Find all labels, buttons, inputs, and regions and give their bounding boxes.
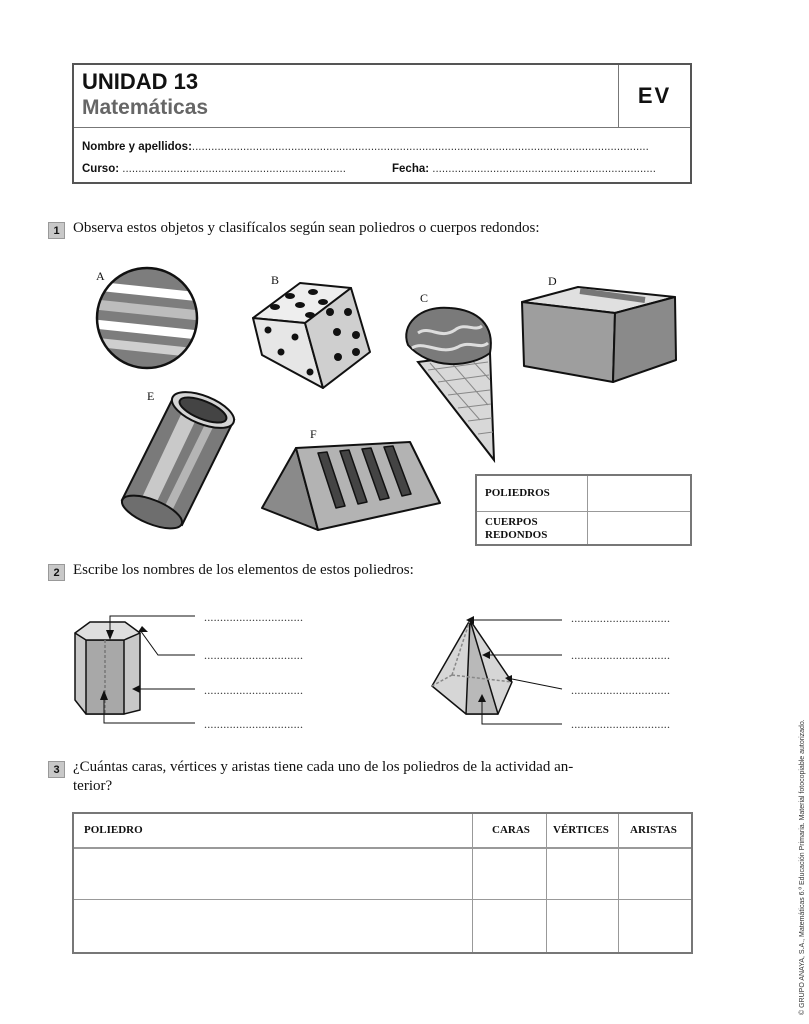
classification-row-round-bodies bbox=[477, 512, 690, 545]
copyright-notice: © GRUPO ANAYA, S.A., Matemáticas 6.º Educación Primaria. Material fotocopiable autorizado. bbox=[799, 719, 806, 1015]
subject-title: Matemáticas bbox=[82, 96, 209, 119]
hexagonal-prism-icon bbox=[75, 622, 140, 714]
dice-icon bbox=[253, 283, 370, 388]
answer-line[interactable]: ............................... bbox=[204, 610, 304, 624]
date-dots: ...................................................................... bbox=[432, 163, 656, 175]
column-divider bbox=[546, 814, 547, 952]
pentagonal-pyramid-icon bbox=[432, 620, 512, 714]
header-edges: ARISTAS bbox=[630, 824, 677, 836]
answer-line[interactable]: ............................... bbox=[204, 683, 304, 697]
round-bodies-label-line1: CUERPOS bbox=[485, 516, 538, 528]
polyhedra-label: POLIEDROS bbox=[485, 487, 550, 499]
answer-line[interactable]: ............................... bbox=[204, 717, 304, 731]
question-number: 1 bbox=[48, 222, 65, 239]
ev-badge: EV bbox=[618, 65, 690, 127]
ice-cream-cone-icon bbox=[406, 308, 494, 460]
answer-line[interactable]: ............................... bbox=[204, 648, 304, 662]
striped-ball-icon bbox=[87, 268, 213, 368]
answer-line[interactable]: ............................... bbox=[571, 648, 671, 662]
header-faces: CARAS bbox=[492, 824, 530, 836]
course-dots: ...................................................................... bbox=[122, 163, 346, 175]
question-3-text-line2: terior? bbox=[73, 778, 113, 794]
classification-table bbox=[475, 474, 692, 546]
round-bodies-label-line2: REDONDOS bbox=[485, 529, 548, 541]
name-label: Nombre y apellidos: bbox=[82, 141, 192, 153]
object-letter-d: D bbox=[548, 274, 557, 288]
object-letter-b: B bbox=[271, 273, 280, 287]
row-divider bbox=[74, 899, 691, 900]
unit-title: UNIDAD 13 bbox=[82, 69, 199, 94]
object-letter-c: C bbox=[420, 291, 429, 305]
column-divider bbox=[618, 814, 619, 952]
polyhedra-count-table bbox=[72, 812, 693, 954]
question-number: 3 bbox=[48, 761, 65, 778]
triangular-prism-icon bbox=[262, 442, 440, 530]
answer-line[interactable]: ............................... bbox=[571, 717, 671, 731]
table-divider bbox=[587, 476, 588, 544]
question-2-text: Escribe los nombres de los elementos de estos poliedros: bbox=[73, 562, 414, 578]
answer-line[interactable]: ............................... bbox=[571, 611, 671, 625]
object-letter-e: E bbox=[147, 389, 155, 403]
header-polyhedron: POLIEDRO bbox=[84, 824, 143, 836]
tin-can-icon bbox=[118, 385, 239, 535]
header-vertices: VÉRTICES bbox=[553, 824, 609, 836]
box-icon bbox=[522, 287, 676, 382]
name-dots: ............................................................................................................................................... bbox=[191, 141, 649, 153]
object-letter-a: A bbox=[96, 269, 105, 283]
date-label: Fecha: bbox=[392, 163, 430, 175]
answer-line[interactable]: ............................... bbox=[571, 683, 671, 697]
classification-row-polyhedra bbox=[477, 476, 690, 512]
object-letter-f: F bbox=[310, 427, 317, 441]
course-label: Curso: bbox=[82, 163, 120, 175]
question-1-text: Observa estos objetos y clasifícalos según sean poliedros o cuerpos redondos: bbox=[73, 220, 540, 236]
column-divider bbox=[472, 814, 473, 952]
question-3-text-line1: ¿Cuántas caras, vértices y aristas tiene cada uno de los poliedros de la actividad an- bbox=[73, 759, 574, 775]
table-header-row bbox=[74, 814, 691, 849]
question-number: 2 bbox=[48, 564, 65, 581]
